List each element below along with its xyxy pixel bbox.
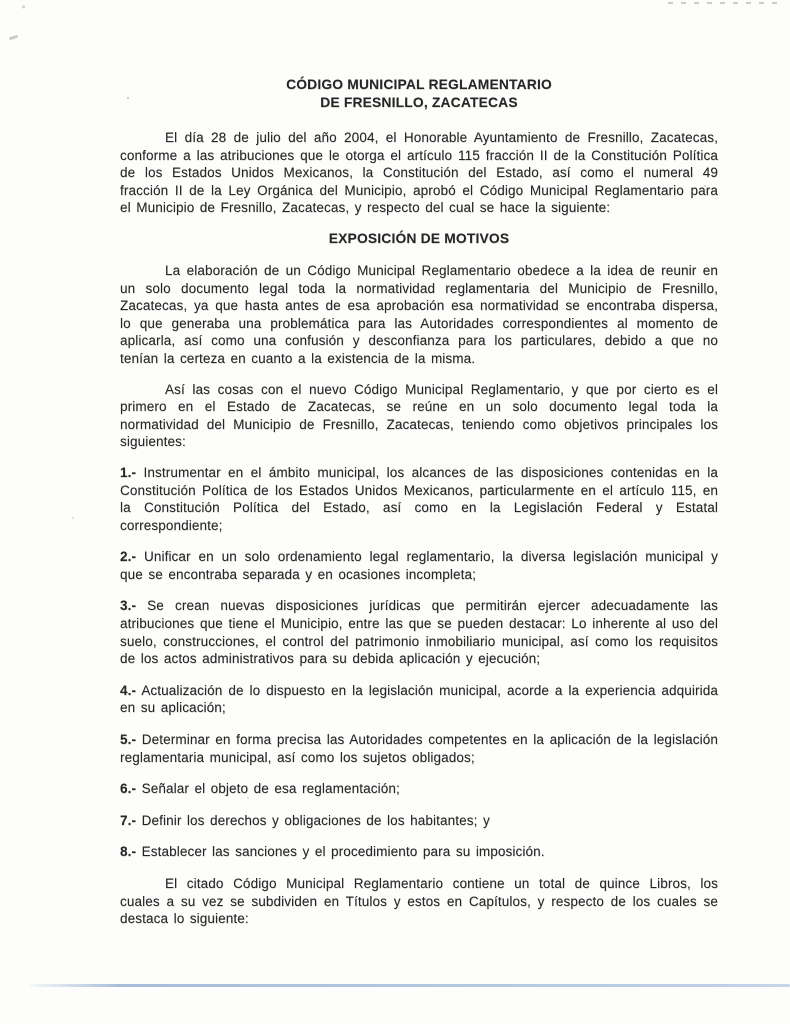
objective-number: 5.- <box>120 732 137 748</box>
objective-item-1 <box>120 464 718 534</box>
objective-item-3 <box>120 597 718 667</box>
intro-paragraph: El día 28 de julio del año 2004, el Honorable Ayuntamiento de Fresnillo, Zacatecas, conforme a las atribuciones que le otorga el artículo 115 fracción II de la Constitución Política de los Estados Unidos Mexicanos, la Constitución del Estado, así como el numeral 49 fracción II de la Ley Orgánica del Municipio, aprobó el Código Municipal Reglamentario para el Municipio de Fresnillo, Zacatecas, y respecto del cual se hace la siguiente: <box>120 130 718 216</box>
objective-text: Instrumentar en el ámbito municipal, los alcances de las disposiciones contenidas en la Constitución Política de los Estados Unidos Mexicanos, particularmente en el artículo 115, en la Constitución Política del Estado, así como en la Legislación Federal y Estatal correspondiente; <box>120 464 718 533</box>
title-line-1: CÓDIGO MUNICIPAL REGLAMENTARIO <box>286 77 552 92</box>
objective-item-4 <box>120 682 718 717</box>
objective-text: Señalar el objeto de esa reglamentación; <box>141 781 400 797</box>
objective-item-5 <box>120 731 718 766</box>
motivos-paragraph-1: La elaboración de un Código Municipal Reglamentario obedece a la idea de reunir en un solo documento legal toda la normatividad reglamentaria del Municipio de Fresnillo, Zacatecas, ya que hasta antes de esa aprobación esa normatividad se encontraba dispersa, lo que generaba una problemática para las Autoridades correspondientes al momento de aplicarla, así como una confusión y desconfianza para los particulares, debido a que no tenían la certeza en cuanto a la existencia de la misma. <box>120 262 718 366</box>
motivos-paragraph-2: Así las cosas con el nuevo Código Municipal Reglamentario, y que por cierto es el primero en el Estado de Zacatecas, se reúne en un solo documento legal toda la normatividad del Municipio de Fresnillo, Zacatecas, teniendo como objetivos principales los siguientes: <box>120 381 718 450</box>
objective-text: Determinar en forma precisa las Autoridades competentes en la aplicación de la legislación reglamentaria municipal, así como los sujetos obligados; <box>120 732 718 765</box>
objective-number: 3.- <box>120 598 137 614</box>
objective-number: 2.- <box>120 549 137 565</box>
objective-item-8 <box>120 843 718 861</box>
objective-text: Establecer las sanciones y el procedimiento para su imposición. <box>141 844 545 860</box>
document-title <box>120 76 718 112</box>
objective-item-7 <box>120 812 718 830</box>
objective-text: Se crean nuevas disposiciones jurídicas que permitirán ejercer adecuadamente las atribuciones que tiene el Municipio, entre las que se pueden destacar: Lo inherente al uso del suelo, construcciones, el control del patrimonio inmobiliario municipal, así como los requisitos de los actos administrativos para su debida aplicación y ejecución; <box>120 598 718 667</box>
objective-text: Actualización de lo dispuesto en la legislación municipal, acorde a la experiencia adquirida en su aplicación; <box>120 682 718 716</box>
objective-text: Definir los derechos y obligaciones de los habitantes; y <box>141 812 490 828</box>
objective-number: 6.- <box>120 781 137 797</box>
objective-number: 7.- <box>120 812 137 828</box>
objective-number: 8.- <box>120 844 137 860</box>
objective-item-2 <box>120 548 718 583</box>
objective-text: Unificar en un solo ordenamiento legal reglamentario, la diversa legislación municipal y que se encontraba separada y en ocasiones incompleta; <box>120 549 718 582</box>
closing-paragraph: El citado Código Municipal Reglamentario contiene un total de quince Libros, los cuales a su vez se subdividen en Títulos y estos en Capítulos, y respecto de los cuales se destaca lo siguiente: <box>120 876 718 927</box>
section-heading: EXPOSICIÓN DE MOTIVOS <box>328 230 510 246</box>
bottom-scan-line <box>30 984 790 987</box>
objective-item-6 <box>120 780 718 798</box>
title-line-2: DE FRESNILLO, ZACATECAS <box>320 95 518 110</box>
objective-number: 1.- <box>120 464 137 480</box>
objective-number: 4.- <box>120 682 137 698</box>
